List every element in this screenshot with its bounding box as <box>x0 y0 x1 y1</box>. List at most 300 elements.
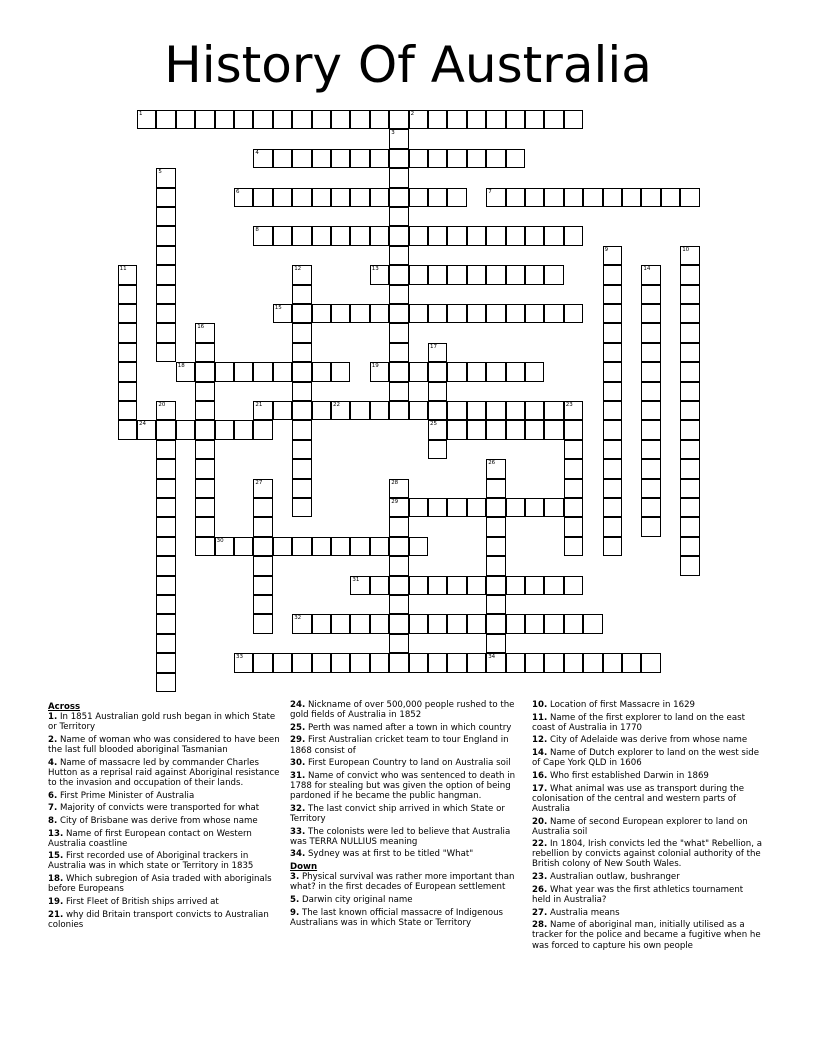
grid-cell[interactable] <box>486 188 505 207</box>
grid-cell[interactable] <box>447 362 466 381</box>
grid-cell[interactable] <box>118 343 137 362</box>
grid-cell[interactable] <box>486 517 505 536</box>
grid-cell[interactable] <box>312 614 331 633</box>
grid-cell[interactable] <box>292 188 311 207</box>
grid-cell[interactable] <box>564 304 583 323</box>
grid-cell[interactable] <box>389 517 408 536</box>
grid-cell[interactable] <box>428 576 447 595</box>
grid-cell[interactable] <box>428 498 447 517</box>
grid-cell[interactable] <box>641 653 660 672</box>
grid-cell[interactable] <box>603 188 622 207</box>
grid-cell[interactable] <box>156 246 175 265</box>
grid-cell[interactable] <box>641 343 660 362</box>
grid-cell[interactable] <box>350 614 369 633</box>
grid-cell[interactable] <box>564 440 583 459</box>
grid-cell[interactable] <box>680 323 699 342</box>
grid-cell[interactable] <box>370 149 389 168</box>
grid-cell[interactable] <box>370 614 389 633</box>
grid-cell[interactable] <box>544 401 563 420</box>
grid-cell[interactable] <box>680 246 699 265</box>
grid-cell[interactable] <box>409 498 428 517</box>
grid-cell[interactable] <box>486 401 505 420</box>
grid-cell[interactable] <box>195 498 214 517</box>
grid-cell[interactable] <box>447 653 466 672</box>
grid-cell[interactable] <box>409 614 428 633</box>
grid-cell[interactable] <box>156 304 175 323</box>
grid-cell[interactable] <box>680 343 699 362</box>
grid-cell[interactable] <box>156 653 175 672</box>
grid-cell[interactable] <box>641 401 660 420</box>
grid-cell[interactable] <box>603 265 622 284</box>
grid-cell[interactable] <box>156 498 175 517</box>
grid-cell[interactable] <box>680 382 699 401</box>
grid-cell[interactable] <box>409 304 428 323</box>
grid-cell[interactable] <box>156 576 175 595</box>
grid-cell[interactable] <box>331 188 350 207</box>
grid-cell[interactable] <box>506 362 525 381</box>
grid-cell[interactable] <box>370 653 389 672</box>
grid-cell[interactable] <box>156 420 175 439</box>
grid-cell[interactable] <box>583 188 602 207</box>
grid-cell[interactable] <box>292 285 311 304</box>
grid-cell[interactable] <box>215 537 234 556</box>
grid-cell[interactable] <box>389 285 408 304</box>
grid-cell[interactable] <box>525 401 544 420</box>
grid-cell[interactable] <box>389 556 408 575</box>
grid-cell[interactable] <box>603 517 622 536</box>
grid-cell[interactable] <box>273 304 292 323</box>
grid-cell[interactable] <box>603 304 622 323</box>
grid-cell[interactable] <box>350 110 369 129</box>
grid-cell[interactable] <box>486 110 505 129</box>
grid-cell[interactable] <box>156 479 175 498</box>
grid-cell[interactable] <box>273 401 292 420</box>
grid-cell[interactable] <box>389 479 408 498</box>
grid-cell[interactable] <box>156 440 175 459</box>
grid-cell[interactable] <box>544 420 563 439</box>
grid-cell[interactable] <box>292 420 311 439</box>
grid-cell[interactable] <box>564 401 583 420</box>
grid-cell[interactable] <box>641 479 660 498</box>
grid-cell[interactable] <box>156 459 175 478</box>
grid-cell[interactable] <box>428 188 447 207</box>
grid-cell[interactable] <box>680 188 699 207</box>
grid-cell[interactable] <box>564 537 583 556</box>
grid-cell[interactable] <box>156 614 175 633</box>
grid-cell[interactable] <box>506 498 525 517</box>
grid-cell[interactable] <box>156 168 175 187</box>
grid-cell[interactable] <box>641 420 660 439</box>
grid-cell[interactable] <box>370 362 389 381</box>
grid-cell[interactable] <box>486 420 505 439</box>
grid-cell[interactable] <box>506 576 525 595</box>
grid-cell[interactable] <box>195 323 214 342</box>
grid-cell[interactable] <box>389 634 408 653</box>
grid-cell[interactable] <box>234 362 253 381</box>
grid-cell[interactable] <box>389 207 408 226</box>
grid-cell[interactable] <box>544 188 563 207</box>
grid-cell[interactable] <box>156 556 175 575</box>
grid-cell[interactable] <box>525 226 544 245</box>
grid-cell[interactable] <box>525 304 544 323</box>
grid-cell[interactable] <box>428 653 447 672</box>
grid-cell[interactable] <box>195 420 214 439</box>
grid-cell[interactable] <box>118 323 137 342</box>
grid-cell[interactable] <box>447 110 466 129</box>
grid-cell[interactable] <box>389 265 408 284</box>
grid-cell[interactable] <box>389 226 408 245</box>
grid-cell[interactable] <box>564 110 583 129</box>
grid-cell[interactable] <box>564 614 583 633</box>
grid-cell[interactable] <box>195 110 214 129</box>
grid-cell[interactable] <box>215 362 234 381</box>
grid-cell[interactable] <box>447 401 466 420</box>
grid-cell[interactable] <box>292 401 311 420</box>
grid-cell[interactable] <box>447 304 466 323</box>
grid-cell[interactable] <box>370 188 389 207</box>
grid-cell[interactable] <box>350 304 369 323</box>
grid-cell[interactable] <box>253 401 272 420</box>
grid-cell[interactable] <box>486 362 505 381</box>
grid-cell[interactable] <box>486 459 505 478</box>
grid-cell[interactable] <box>641 285 660 304</box>
grid-cell[interactable] <box>312 401 331 420</box>
grid-cell[interactable] <box>312 653 331 672</box>
grid-cell[interactable] <box>544 614 563 633</box>
grid-cell[interactable] <box>603 401 622 420</box>
grid-cell[interactable] <box>603 440 622 459</box>
grid-cell[interactable] <box>603 362 622 381</box>
grid-cell[interactable] <box>544 110 563 129</box>
grid-cell[interactable] <box>564 498 583 517</box>
grid-cell[interactable] <box>273 188 292 207</box>
grid-cell[interactable] <box>350 149 369 168</box>
grid-cell[interactable] <box>564 459 583 478</box>
grid-cell[interactable] <box>506 265 525 284</box>
grid-cell[interactable] <box>156 207 175 226</box>
grid-cell[interactable] <box>506 149 525 168</box>
grid-cell[interactable] <box>447 265 466 284</box>
grid-cell[interactable] <box>253 420 272 439</box>
grid-cell[interactable] <box>467 420 486 439</box>
grid-cell[interactable] <box>118 285 137 304</box>
grid-cell[interactable] <box>331 614 350 633</box>
grid-cell[interactable] <box>292 382 311 401</box>
grid-cell[interactable] <box>234 537 253 556</box>
grid-cell[interactable] <box>253 576 272 595</box>
grid-cell[interactable] <box>486 595 505 614</box>
grid-cell[interactable] <box>603 459 622 478</box>
grid-cell[interactable] <box>409 401 428 420</box>
grid-cell[interactable] <box>564 420 583 439</box>
grid-cell[interactable] <box>467 110 486 129</box>
grid-cell[interactable] <box>486 576 505 595</box>
grid-cell[interactable] <box>195 440 214 459</box>
grid-cell[interactable] <box>253 188 272 207</box>
grid-cell[interactable] <box>641 440 660 459</box>
grid-cell[interactable] <box>428 265 447 284</box>
grid-cell[interactable] <box>467 265 486 284</box>
grid-cell[interactable] <box>428 110 447 129</box>
grid-cell[interactable] <box>253 537 272 556</box>
grid-cell[interactable] <box>641 382 660 401</box>
grid-cell[interactable] <box>603 285 622 304</box>
grid-cell[interactable] <box>253 362 272 381</box>
grid-cell[interactable] <box>234 653 253 672</box>
grid-cell[interactable] <box>292 343 311 362</box>
grid-cell[interactable] <box>253 498 272 517</box>
grid-cell[interactable] <box>118 265 137 284</box>
grid-cell[interactable] <box>467 498 486 517</box>
grid-cell[interactable] <box>506 110 525 129</box>
grid-cell[interactable] <box>389 110 408 129</box>
grid-cell[interactable] <box>389 401 408 420</box>
grid-cell[interactable] <box>622 653 641 672</box>
grid-cell[interactable] <box>292 498 311 517</box>
grid-cell[interactable] <box>331 226 350 245</box>
grid-cell[interactable] <box>603 498 622 517</box>
grid-cell[interactable] <box>389 653 408 672</box>
grid-cell[interactable] <box>680 479 699 498</box>
grid-cell[interactable] <box>409 265 428 284</box>
grid-cell[interactable] <box>156 110 175 129</box>
grid-cell[interactable] <box>215 420 234 439</box>
grid-cell[interactable] <box>331 110 350 129</box>
grid-cell[interactable] <box>176 362 195 381</box>
grid-cell[interactable] <box>447 576 466 595</box>
grid-cell[interactable] <box>350 226 369 245</box>
grid-cell[interactable] <box>525 653 544 672</box>
grid-cell[interactable] <box>253 226 272 245</box>
grid-cell[interactable] <box>312 537 331 556</box>
grid-cell[interactable] <box>389 188 408 207</box>
grid-cell[interactable] <box>447 420 466 439</box>
grid-cell[interactable] <box>253 653 272 672</box>
grid-cell[interactable] <box>389 149 408 168</box>
grid-cell[interactable] <box>506 401 525 420</box>
grid-cell[interactable] <box>583 653 602 672</box>
grid-cell[interactable] <box>215 110 234 129</box>
grid-cell[interactable] <box>641 459 660 478</box>
grid-cell[interactable] <box>680 420 699 439</box>
grid-cell[interactable] <box>544 498 563 517</box>
grid-cell[interactable] <box>564 576 583 595</box>
grid-cell[interactable] <box>447 498 466 517</box>
grid-cell[interactable] <box>118 420 137 439</box>
grid-cell[interactable] <box>428 343 447 362</box>
grid-cell[interactable] <box>273 110 292 129</box>
grid-cell[interactable] <box>544 226 563 245</box>
grid-cell[interactable] <box>389 498 408 517</box>
grid-cell[interactable] <box>253 595 272 614</box>
grid-cell[interactable] <box>234 110 253 129</box>
grid-cell[interactable] <box>195 401 214 420</box>
grid-cell[interactable] <box>680 265 699 284</box>
grid-cell[interactable] <box>641 265 660 284</box>
grid-cell[interactable] <box>312 362 331 381</box>
grid-cell[interactable] <box>603 653 622 672</box>
grid-cell[interactable] <box>544 265 563 284</box>
grid-cell[interactable] <box>486 304 505 323</box>
grid-cell[interactable] <box>409 188 428 207</box>
grid-cell[interactable] <box>292 653 311 672</box>
grid-cell[interactable] <box>564 653 583 672</box>
grid-cell[interactable] <box>195 362 214 381</box>
grid-cell[interactable] <box>661 188 680 207</box>
grid-cell[interactable] <box>370 110 389 129</box>
grid-cell[interactable] <box>331 149 350 168</box>
grid-cell[interactable] <box>331 537 350 556</box>
grid-cell[interactable] <box>370 401 389 420</box>
grid-cell[interactable] <box>447 226 466 245</box>
grid-cell[interactable] <box>253 110 272 129</box>
grid-cell[interactable] <box>409 149 428 168</box>
grid-cell[interactable] <box>680 401 699 420</box>
grid-cell[interactable] <box>428 362 447 381</box>
grid-cell[interactable] <box>176 110 195 129</box>
grid-cell[interactable] <box>467 226 486 245</box>
grid-cell[interactable] <box>389 382 408 401</box>
grid-cell[interactable] <box>486 479 505 498</box>
grid-cell[interactable] <box>389 614 408 633</box>
grid-cell[interactable] <box>506 304 525 323</box>
grid-cell[interactable] <box>156 285 175 304</box>
grid-cell[interactable] <box>447 614 466 633</box>
grid-cell[interactable] <box>118 362 137 381</box>
grid-cell[interactable] <box>118 401 137 420</box>
grid-cell[interactable] <box>525 265 544 284</box>
grid-cell[interactable] <box>195 459 214 478</box>
grid-cell[interactable] <box>156 634 175 653</box>
grid-cell[interactable] <box>409 653 428 672</box>
grid-cell[interactable] <box>467 401 486 420</box>
grid-cell[interactable] <box>253 614 272 633</box>
grid-cell[interactable] <box>370 304 389 323</box>
grid-cell[interactable] <box>486 634 505 653</box>
grid-cell[interactable] <box>409 362 428 381</box>
grid-cell[interactable] <box>525 576 544 595</box>
grid-cell[interactable] <box>137 110 156 129</box>
grid-cell[interactable] <box>467 362 486 381</box>
grid-cell[interactable] <box>137 420 156 439</box>
grid-cell[interactable] <box>312 110 331 129</box>
grid-cell[interactable] <box>428 420 447 439</box>
grid-cell[interactable] <box>564 517 583 536</box>
grid-cell[interactable] <box>680 537 699 556</box>
grid-cell[interactable] <box>564 226 583 245</box>
grid-cell[interactable] <box>506 420 525 439</box>
grid-cell[interactable] <box>486 556 505 575</box>
grid-cell[interactable] <box>195 479 214 498</box>
grid-cell[interactable] <box>486 498 505 517</box>
grid-cell[interactable] <box>292 479 311 498</box>
grid-cell[interactable] <box>234 188 253 207</box>
grid-cell[interactable] <box>292 304 311 323</box>
grid-cell[interactable] <box>486 653 505 672</box>
grid-cell[interactable] <box>486 614 505 633</box>
grid-cell[interactable] <box>603 382 622 401</box>
grid-cell[interactable] <box>331 653 350 672</box>
grid-cell[interactable] <box>525 614 544 633</box>
grid-cell[interactable] <box>506 226 525 245</box>
grid-cell[interactable] <box>292 265 311 284</box>
grid-cell[interactable] <box>156 265 175 284</box>
grid-cell[interactable] <box>156 517 175 536</box>
grid-cell[interactable] <box>312 304 331 323</box>
grid-cell[interactable] <box>641 304 660 323</box>
grid-cell[interactable] <box>389 576 408 595</box>
grid-cell[interactable] <box>331 304 350 323</box>
grid-cell[interactable] <box>118 382 137 401</box>
grid-cell[interactable] <box>486 537 505 556</box>
grid-cell[interactable] <box>273 226 292 245</box>
grid-cell[interactable] <box>603 420 622 439</box>
grid-cell[interactable] <box>389 246 408 265</box>
grid-cell[interactable] <box>544 653 563 672</box>
grid-cell[interactable] <box>680 285 699 304</box>
grid-cell[interactable] <box>641 188 660 207</box>
grid-cell[interactable] <box>680 517 699 536</box>
grid-cell[interactable] <box>603 323 622 342</box>
grid-cell[interactable] <box>253 556 272 575</box>
grid-cell[interactable] <box>331 362 350 381</box>
grid-cell[interactable] <box>506 614 525 633</box>
grid-cell[interactable] <box>389 343 408 362</box>
grid-cell[interactable] <box>583 614 602 633</box>
grid-cell[interactable] <box>156 595 175 614</box>
grid-cell[interactable] <box>622 188 641 207</box>
grid-cell[interactable] <box>641 498 660 517</box>
grid-cell[interactable] <box>428 149 447 168</box>
grid-cell[interactable] <box>292 537 311 556</box>
grid-cell[interactable] <box>389 362 408 381</box>
grid-cell[interactable] <box>118 304 137 323</box>
grid-cell[interactable] <box>525 362 544 381</box>
grid-cell[interactable] <box>544 576 563 595</box>
grid-cell[interactable] <box>603 246 622 265</box>
grid-cell[interactable] <box>253 479 272 498</box>
grid-cell[interactable] <box>273 362 292 381</box>
grid-cell[interactable] <box>350 188 369 207</box>
grid-cell[interactable] <box>234 420 253 439</box>
grid-cell[interactable] <box>331 401 350 420</box>
grid-cell[interactable] <box>467 149 486 168</box>
grid-cell[interactable] <box>467 653 486 672</box>
grid-cell[interactable] <box>486 149 505 168</box>
grid-cell[interactable] <box>409 576 428 595</box>
grid-cell[interactable] <box>680 304 699 323</box>
grid-cell[interactable] <box>156 401 175 420</box>
grid-cell[interactable] <box>428 382 447 401</box>
grid-cell[interactable] <box>370 537 389 556</box>
grid-cell[interactable] <box>156 188 175 207</box>
grid-cell[interactable] <box>350 576 369 595</box>
grid-cell[interactable] <box>195 382 214 401</box>
grid-cell[interactable] <box>428 614 447 633</box>
grid-cell[interactable] <box>350 653 369 672</box>
grid-cell[interactable] <box>156 323 175 342</box>
grid-cell[interactable] <box>312 149 331 168</box>
grid-cell[interactable] <box>564 188 583 207</box>
grid-cell[interactable] <box>467 304 486 323</box>
grid-cell[interactable] <box>428 401 447 420</box>
grid-cell[interactable] <box>447 188 466 207</box>
grid-cell[interactable] <box>273 653 292 672</box>
grid-cell[interactable] <box>641 323 660 342</box>
grid-cell[interactable] <box>292 614 311 633</box>
grid-cell[interactable] <box>486 265 505 284</box>
grid-cell[interactable] <box>447 149 466 168</box>
